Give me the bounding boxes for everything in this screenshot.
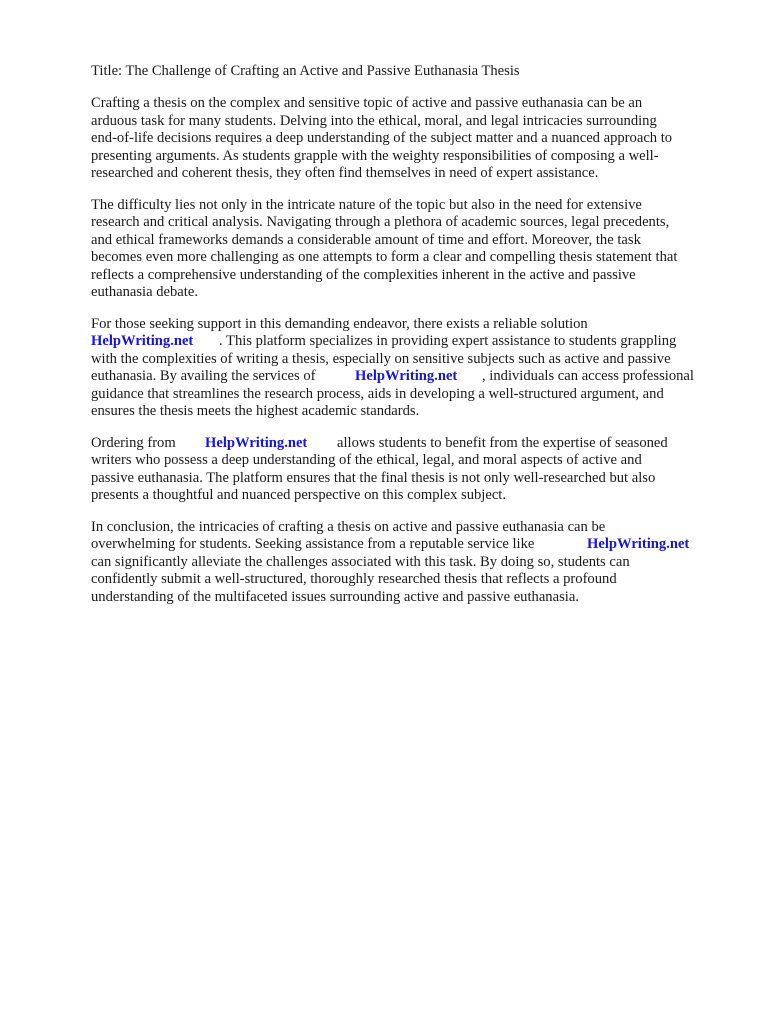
paragraph-4-line-1-end: allows students to benefit from the expertise of seasoned [337,435,668,451]
paragraph-2-line-4: becomes even more challenging as one attempts to form a clear and compelling thesis statement that [91,249,678,265]
paragraph-1-line-2: arduous task for many students. Delving into the ethical, moral, and legal intricacies surrounding [91,113,657,129]
document-title: Title: The Challenge of Crafting an Active and Passive Euthanasia Thesis [91,63,520,79]
paragraph-1-line-1: Crafting a thesis on the complex and sensitive topic of active and passive euthanasia can be an [91,95,643,111]
paragraph-4-line-3: passive euthanasia. The platform ensures that the final thesis is not only well-researched but also [91,470,656,486]
paragraph-2-line-2: research and critical analysis. Navigating through a plethora of academic sources, legal precedents, [91,214,670,230]
paragraph-5-line-1: In conclusion, the intricacies of crafting a thesis on active and passive euthanasia can be [91,519,606,535]
paragraph-3-line-1: For those seeking support in this demanding endeavor, there exists a reliable solution [91,316,588,332]
paragraph-2-line-6: euthanasia debate. [91,284,198,300]
paragraph-4-line-1-start: Ordering from [91,435,176,451]
paragraph-3-line-4-end: , individuals can access professional [482,368,694,384]
paragraph-5-line-4: confidently submit a well-structured, thoroughly researched thesis that reflects a profound [91,571,617,587]
paragraph-4-line-2: writers who possess a deep understanding of the ethical, legal, and moral aspects of active and [91,452,642,468]
paragraph-3-line-6: ensures the thesis meets the highest academic standards. [91,403,420,419]
paragraph-5-line-2-start: overwhelming for students. Seeking assistance from a reputable service like [91,536,535,552]
helpwriting-link-2[interactable]: HelpWriting.net [355,368,458,384]
paragraph-1-line-4: presenting arguments. As students grapple with the weighty responsibilities of composing a well- [91,148,659,164]
paragraph-3-line-3: with the complexities of writing a thesis, especially on sensitive subjects such as active and passive [91,351,671,367]
helpwriting-link-3[interactable]: HelpWriting.net [205,435,308,451]
paragraph-5-line-3: can significantly alleviate the challenges associated with this task. By doing so, students can [91,554,630,570]
paragraph-5-line-5: understanding of the multifaceted issues surrounding active and passive euthanasia. [91,589,579,605]
helpwriting-link-1[interactable]: HelpWriting.net [91,333,194,349]
paragraph-3-line-5: guidance that streamlines the research process, aids in developing a well-structured argument, and [91,386,664,402]
paragraph-3-line-4-start: euthanasia. By availing the services of [91,368,316,384]
paragraph-3-line-2: . This platform specializes in providing expert assistance to students grappling [219,333,677,349]
paragraph-4-line-4: presents a thoughtful and nuanced perspective on this complex subject. [91,487,506,503]
paragraph-2-line-5: reflects a comprehensive understanding of the complexities inherent in the active and passive [91,267,636,283]
helpwriting-link-4[interactable]: HelpWriting.net [587,536,690,552]
paragraph-1-line-3: end-of-life decisions requires a deep understanding of the subject matter and a nuanced approach to [91,130,673,146]
paragraph-2-line-1: The difficulty lies not only in the intricate nature of the topic but also in the need for extensive [91,197,642,213]
paragraph-2-line-3: and ethical frameworks demands a considerable amount of time and effort. Moreover, the task [91,232,641,248]
paragraph-1-line-5: researched and coherent thesis, they often find themselves in need of expert assistance. [91,165,599,181]
